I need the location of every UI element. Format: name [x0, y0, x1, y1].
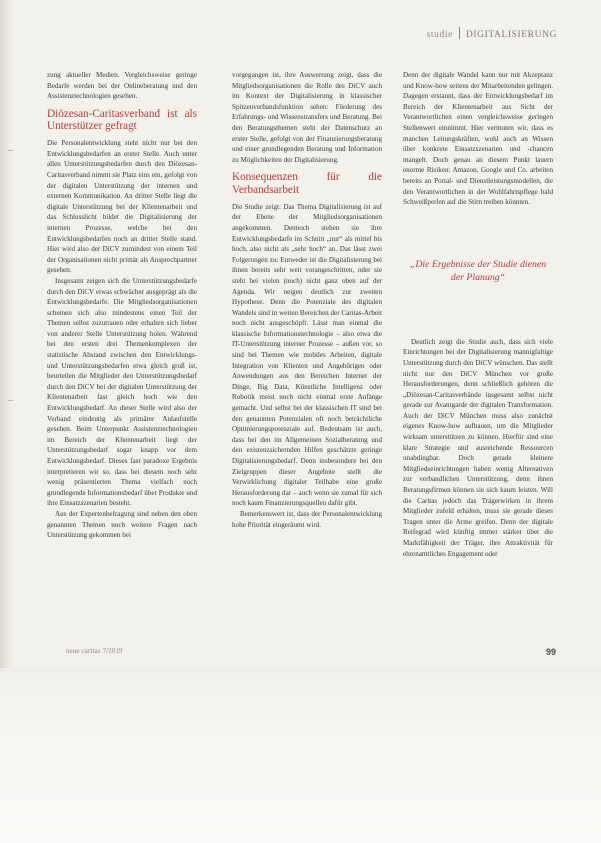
- paragraph: Die Personalentwicklung steht nicht nur bei den Entwicklungsbedarfen an erster Stelle. Auch unter allen Unterstützungsbedarfen durch den Diözesan-Caritasverband nimmt sie Platz eins ein, gefolgt von der digitalen Unterstützung der internen und externen Kommunikation. An dritter Stelle liegt die digitale Unterstützung bei der Klientenarbeit und das Schlusslicht bildet die Digitalisierung der internen Prozesse, welche bei den Entwicklungsbedarfen noch an dritter Stelle stand. Hier wird also der DiCV zumindest von einem Teil der Organisationen nicht primär als Ansprechpartner gesehen.: [47, 139, 197, 275]
- margin-tick: [8, 150, 13, 151]
- paragraph: Aus der Expertenbefragung sind neben den oben genannten Themen noch weitere Fragen nach Unterstützung gekommen bei: [47, 509, 197, 540]
- footer-source: neue caritas 7/2019: [66, 648, 123, 655]
- paragraph: Die Studie zeigt: Das Thema Digitalisierung ist auf der Ebene der Mitgliedsorganisationen angekommen. Dennoch stehen sie ihre Entwicklungsbedarfe im Schnitt „nur“ als mittel bis hoch, also nicht als „sehr hoch“ an. Das lässt zwei Folgerungen zu: Entweder ist die Digitalisierung bei ihnen bereits sehr weit vorangeschritten, oder sie steht bei vielen (noch) nicht ganz oben auf der Agenda. Wir neigen deutlich zur zweiten Hypothese. Denn die Potenziale des digitalen Wandels sind in weiten Bereichen der Caritas-Arbeit noch nicht ausgeschöpft. Lässt man einmal die klassische Informationstechnologie – also etwa die IT-Unterstützung interner Prozesse – außen vor, so sind bei Themen wie mobiles Arbeiten, digitale Integration von Klienten und Angehörigen oder Anwendungen aus den Bereichen Internet der Dinge, Big Data, Künstliche Intelligenz oder Robotik meist noch nicht einmal erste Anfänge gemacht. Und selbst bei der klassischen IT sind bei den genannten Potenzialen oft noch beträchtliche Optimierungspotenziale auf. Bedeutsam ist auch, dass bei den im Allgemeinen Sozialberatung und den existenzsichernden Hilfen geschätzte geringe Digitalisierungsbedarf. Denn insbesondere bei den Zielgruppen dieser Angebote stellt die Verwirklichung digitaler Teilhabe eine große Herausforderung dar – auch wenn sie zumal für sich noch kaum Finanzierungsquellen dafür gibt.: [232, 202, 382, 508]
- pull-quote: „Die Ergebnisse der Studie dienen der Planung“: [409, 258, 547, 284]
- margin-tick: [8, 400, 13, 401]
- running-head: [427, 27, 557, 40]
- paragraph: vorgegangen ist, ihre Auswertung zeigt, dass die Mitgliedsorganisationen die Rolle des DiCV auch im Kontext der Digitalisierung in klassischer Spitzenverbandsfunktion sehen: Förderung des Erfahrungs- und Wissenstransfers und Beratung. Bei den Beratungsthemen steht der Datenschutz an erster Stelle, gefolgt von der Finanzierungsberatung und einer grundlegenden Beratung und Information zu Möglichkeiten der Digitalisierung.: [232, 71, 382, 164]
- paragraph: Insgesamt zeigen sich die Unterstützungsbedarfe durch den DiCV etwas schwächer ausgeprägt als die Entwicklungsbedarfe. Die Mitgliedsorganisationen scheinen sich also mindestens einen Teil der Themen selbst zuzutrauen oder erhalten sich lieber von anderer Stelle Unterstützung holen. Während bei den ersten drei Themenkomplexen der statistische Abstand zwischen den Entwicklungs- und Unterstützungsbedarfen etwa gleich groß ist, beurteilen die Mitglieder den Unterstützungsbedarf durch den DiCV bei der digitalen Unterstützung der Klientenarbeit fast gleich hoch wie den Entwicklungsbedarf. An dieser Stelle wird also der Verband eindeutig als primärer Anlaufstelle gesehen. Beim Unterpunkt Assistenztechnologien im Bereich der Klientenarbeit liegt der Unterstützungsbedarf sogar knapp vor dem Entwicklungsbedarf. Dieses fast paradoxe Ergebnis interpretieren wir so, dass bei diesem noch sehr wenig präsentierten Thema vielfach noch grundlegende Informationsbedarf über Produkte und ihre Einsatzszenarien besteht.: [47, 276, 197, 508]
- rubric-label: studie: [426, 30, 453, 40]
- section-label: DIGITALISIERUNG: [465, 30, 557, 40]
- subheading: Diözesan-Caritasverband ist als Unterstützer gefragt: [47, 107, 197, 132]
- column-left: [47, 70, 197, 541]
- page-bottom-margin: [0, 668, 601, 843]
- paragraph: Denn der digitale Wandel kann nur mit Akzeptanz und Know-how seitens der Mitarbeitenden gelingen. Dagegen erstaunt, dass der Entwicklungsbedarf im Bereich der Klientenarbeit aus Sicht der Verantwortlichen einen vergleichsweise geringen Stellenwert einnimmt. Hier vermuten wir, dass es manchen Leitungskräften, wohl auch an Wissen über konkrete Einsatzszenarien und -chancen mangelt. Doch genau an diesem Punkt lauern enorme Risiken: Amazon, Google und Co. arbeiten bereits an Portal- und Dienstleistungsmodellen, die den Verantwortlichen in der Wohlfahrtspflege bald Schweißperlen auf die Stirn treiben könnten.: [403, 71, 553, 207]
- paragraph: Bemerkenswert ist, dass der Personalentwicklung hohe Priorität eingeräumt wird.: [232, 509, 382, 529]
- paragraph: zung aktueller Medien. Vergleichsweise geringe Bedarfe werden bei der Onlineberatung und den Assistenztechnologien gesehen.: [47, 71, 197, 101]
- header-separator: [459, 27, 460, 39]
- column-right: [403, 70, 553, 559]
- page-number: 99: [546, 647, 557, 657]
- paragraph: Deutlich zeigt die Studie auch, dass sich viele Einrichtungen bei der Digitalisierung mannigfaltige Unterstützung durch den DiCV wünschen. Das stellt nicht nur den DiCV München vor große Herausforderungen, denn schließlich gehören die „Diözesan-Caritasverbände insgesamt selbst nicht gerade zur Avantgarde der digitalen Transformation. Auch der DiCV München muss also zunächst eigenes Know-how aufbauen, um die Mitglieder wirksam unterstützen zu können. Hierfür sind eine klare Strategie und ausreichende Ressourcen unabdingbar. Doch gerade kleinere Mitgliedseinrichtungen haben wenig Alternativen zur verbandlichen Unterstützung, denn ihnen Beratungsfirmen können sie sich kaum leisten. Will die Caritas jedoch das Trägerwirken in ihrem Mitglieder zufeld erhalten, muss sie gerade dieses Tragen unter die Arme greifen. Denn der digitale Reifegrad wird künftig immer stärker über die Marktfähigkeit der Träger, ihre Attraktivität für ehrenamtliches Engagement oder: [403, 337, 553, 558]
- subheading: Konsequenzen für die Verbandsarbeit: [232, 171, 382, 196]
- column-middle: [232, 70, 382, 530]
